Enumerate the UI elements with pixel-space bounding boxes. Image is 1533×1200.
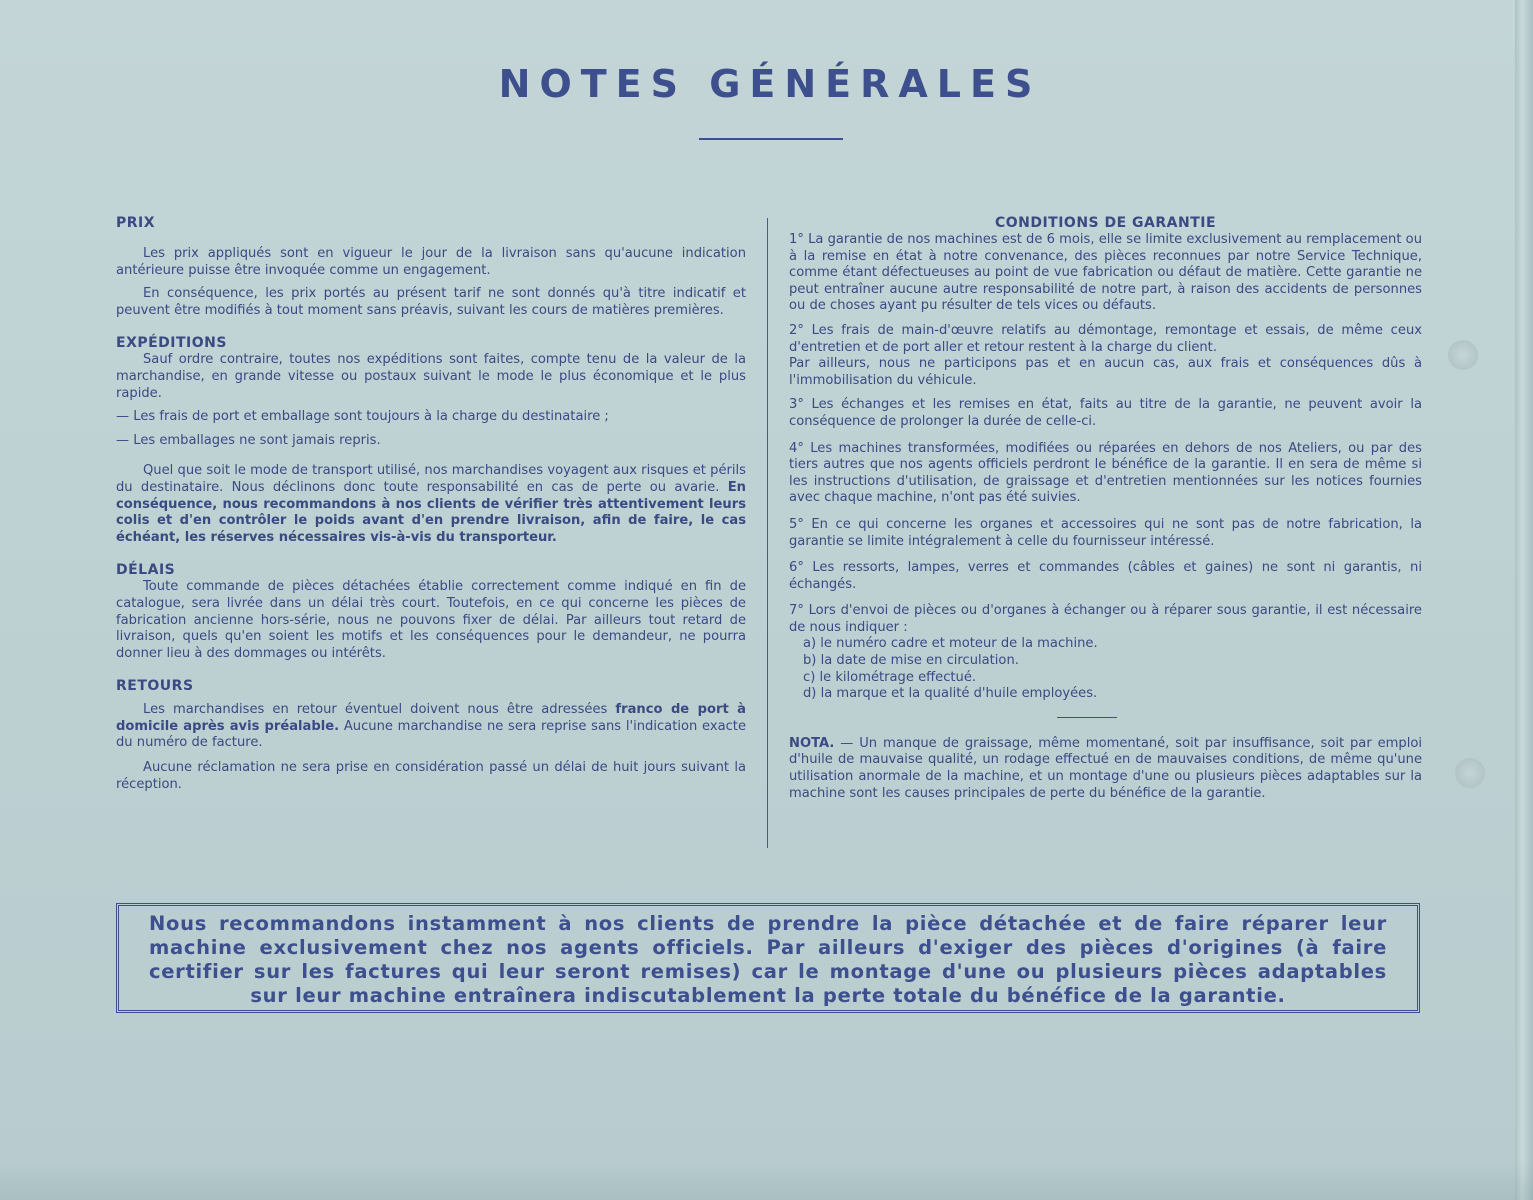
section-expeditions xyxy=(116,334,746,546)
paragraph-text: Quel que soit le mode de transport utilisé, nos marchandises voyagent aux risques et périls du destinataire. Nous déclinons donc toute responsabilité en cas de perte ou avarie. xyxy=(116,463,746,495)
page-edge xyxy=(1515,0,1533,1200)
page-title: NOTES GÉNÉRALES xyxy=(498,62,1042,106)
section-prix xyxy=(116,214,746,319)
paragraph: Aucune réclamation ne sera prise en considération passé un délai de huit jours suivant la réception. xyxy=(116,760,746,792)
left-column xyxy=(116,214,746,793)
paragraph: En conséquence, les prix portés au présent tarif ne sont donnés qu'à titre indicatif et peuvent être modifiés à tout moment sans préavis, suivant les cours de matières premières. xyxy=(116,286,746,318)
nota-paragraph xyxy=(789,736,1422,802)
nota-label: NOTA. xyxy=(789,735,835,751)
recommendation-text: Nous recommandons instamment à nos clients de prendre la pièce détachée et de faire réparer leur machine exclusivement chez nos agents officiels. Par ailleurs d'exiger des pièces d'origines (à faire certifier sur les factures qui leur seront remises) car le montage d'une ou plusieurs pièces adaptables sur leur machine entraînera indiscutablement la perte totale du bénéfice de la garantie. xyxy=(149,912,1387,1007)
paragraph: Les prix appliqués sont en vigueur le jour de la livraison sans qu'aucune indication antérieure puisse être invoquée comme un engagement. xyxy=(116,246,746,278)
condition-4: 4° Les machines transformées, modifiées ou réparées en dehors de nos Ateliers, ou par des tiers autres que nos agents officiels perdront le bénéfice de la garantie. Il en sera de même si les instructions d'utilisation, de graissage et d'entretien mentionnées sur les notices fournies avec chaque machine, n'ont pas été suivies. xyxy=(789,440,1422,506)
condition-6: 6° Les ressorts, lampes, verres et commandes (câbles et gaines) ne sont ni garantis, ni échangés. xyxy=(789,560,1422,592)
page-shadow xyxy=(0,1160,1533,1200)
section-heading: DÉLAIS xyxy=(116,562,176,579)
section-delais xyxy=(116,561,746,662)
paragraph xyxy=(116,463,746,546)
recommendation-box xyxy=(116,903,1420,1013)
list-item: b) la date de mise en circulation. xyxy=(803,653,1019,669)
section-retours xyxy=(116,677,746,793)
paragraph-text: Aucune marchandise ne sera reprise sans l'indication exacte du numéro de facture. xyxy=(116,718,746,751)
section-heading: PRIX xyxy=(116,215,156,231)
condition-2-continued: Par ailleurs, nous ne participons pas et en aucun cas, aux frais et conséquences dûs à l'immobilisation du véhicule. xyxy=(789,356,1422,388)
right-column xyxy=(789,214,1422,802)
paragraph-text: Les marchandises en retour éventuel doivent nous être adressées xyxy=(143,702,608,718)
condition-3: 3° Les échanges et les remises en état, faits au titre de la garantie, ne peuvent avoir la conséquence de prolonger la durée de celle-ci. xyxy=(789,397,1422,429)
paragraph: Toute commande de pièces détachées établie correctement comme indiqué en fin de catalogue, sera livrée dans un délai très court. Toutefois, en ce qui concerne les pièces de fabrication ancienne hors-série, nous ne pouvons fixer de délai. Par ailleurs tout retard de livraison, quels qu'en soient les motifs et les conséquences pour le demandeur, ne pourra donner lieu à des dommages ou intérêts. xyxy=(116,579,746,661)
paragraph xyxy=(116,702,746,752)
nota-text: — Un manque de graissage, même momentané, soit par insuffisance, soit par emploi d'huile de mauvaise qualité, un rodage effectué en de mauvaises conditions, de même qu'une utilisation anormale de la machine, et un montage d'une ou plusieurs pièces adaptables sur la machine sont les causes principales de perte du bénéfice de la garantie. xyxy=(789,735,1422,801)
condition-1: 1° La garantie de nos machines est de 6 mois, elle se limite exclusivement au remplacement ou à la remise en état à notre convenance, des pièces reconnues par notre Service Technique, comme étant défectueuses au point de vue fabrication ou défaut de matière. Cette garantie ne peut entraîner aucune autre responsabilité de notre part, à raison des accidents de personnes ou de choses ayant pu résulter de tels vices ou défauts. xyxy=(789,232,1422,314)
list-item: c) le kilométrage effectué. xyxy=(803,669,977,685)
section-heading: EXPÉDITIONS xyxy=(116,335,227,352)
condition-2: 2° Les frais de main-d'œuvre relatifs au démontage, remontage et essais, de même ceux d'entretien et de port aller et retour restent à la charge du client. xyxy=(789,322,1422,355)
list-item: — Les frais de port et emballage sont toujours à la charge du destinataire ; xyxy=(116,409,609,425)
condition-7: 7° Lors d'envoi de pièces ou d'organes à échanger ou à réparer sous garantie, il est nécessaire de nous indiquer : xyxy=(789,603,1422,635)
section-heading: RETOURS xyxy=(116,678,194,695)
paragraph-bold-text: franco de port à domicile après avis préalable. xyxy=(116,702,747,734)
list-item: — Les emballages ne sont jamais repris. xyxy=(116,432,381,448)
list-item: d) la marque et la qualité d'huile employées. xyxy=(803,686,1098,702)
title-underline xyxy=(699,138,843,140)
condition-5: 5° En ce qui concerne les organes et accessoires qui ne sont pas de notre fabrication, la garantie se limite intégralement à celle du fournisseur intéressé. xyxy=(789,516,1422,549)
list-item: a) le numéro cadre et moteur de la machine. xyxy=(803,636,1098,652)
paragraph-bold-text: En conséquence, nous recommandons à nos clients de vérifier très attentivement leurs colis et d'en contrôler le poids avant d'en prendre livraison, afin de faire, le cas échéant, les réserves nécessaires vis-à-vis du transporteur. xyxy=(116,479,746,545)
column-divider xyxy=(767,218,768,848)
nota-separator xyxy=(1057,717,1117,718)
punch-hole-mark xyxy=(1448,340,1478,370)
punch-hole-mark xyxy=(1455,758,1485,788)
section-heading: CONDITIONS DE GARANTIE xyxy=(994,215,1217,231)
paragraph: Sauf ordre contraire, toutes nos expéditions sont faites, compte tenu de la valeur de la marchandise, en grande vitesse ou postaux suivant le mode le plus économique et le plus rapide. xyxy=(116,352,746,401)
